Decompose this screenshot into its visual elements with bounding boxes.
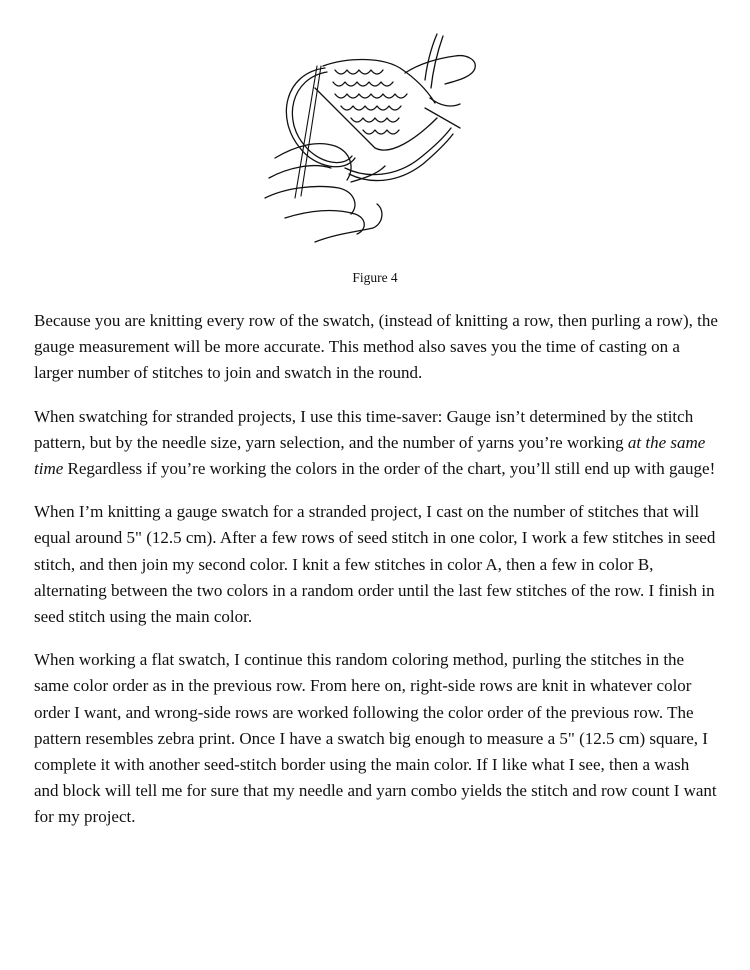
knitting-illustration: [255, 28, 495, 258]
paragraph-3: When I’m knitting a gauge swatch for a stranded project, I cast on the number of stitches that will equal around 5" (12.5 cm). After a few rows of seed stitch in one color, I work a few stitches in seed stitch, and then join my second color. I knit a few stitches in color A, then a few in color B, alternating between the two colors in a random order until the last few stitches of the row. I finish in seed stitch using the main color.: [34, 502, 716, 627]
paragraph-2-text-end: Regardless if you’re working the colors in the order of the chart, you’ll still end up with gauge!: [63, 459, 716, 479]
knitting-swatch-drawing: [255, 28, 495, 258]
paragraph-2-text-start: When swatching for stranded projects, I use this time-saver: Gauge isn’t determined by the stitch pattern, but by the needle size, yarn selection, and the number of yarns you’re working: [34, 406, 694, 452]
paragraph-2-italic: at the same time: [34, 432, 706, 479]
body-text: [34, 308, 718, 848]
figure-caption: Figure 4: [352, 270, 398, 285]
paragraph-2: [34, 404, 718, 483]
paragraph-4: When working a flat swatch, I continue this random coloring method, purling the stitches in the same color order as in the previous row. From here on, right-side rows are knit in whatever color order I want, and wrong-side rows are worked following the color order of the previous row. The pattern resembles zebra print. Once I have a swatch big enough to measure a 5" (12.5 cm) square, I complete it with another seed-stitch border using the main color. If I like what I see, then a wash and block will tell me for sure that my needle and yarn combo yields the stitch and row count I want for my project.: [34, 650, 717, 827]
paragraph-1: Because you are knitting every row of the swatch, (instead of knitting a row, then purling a row), the gauge measurement will be more accurate. This method also saves you the time of casting on a larger number of stitches to join and swatch in the round.: [34, 311, 718, 383]
